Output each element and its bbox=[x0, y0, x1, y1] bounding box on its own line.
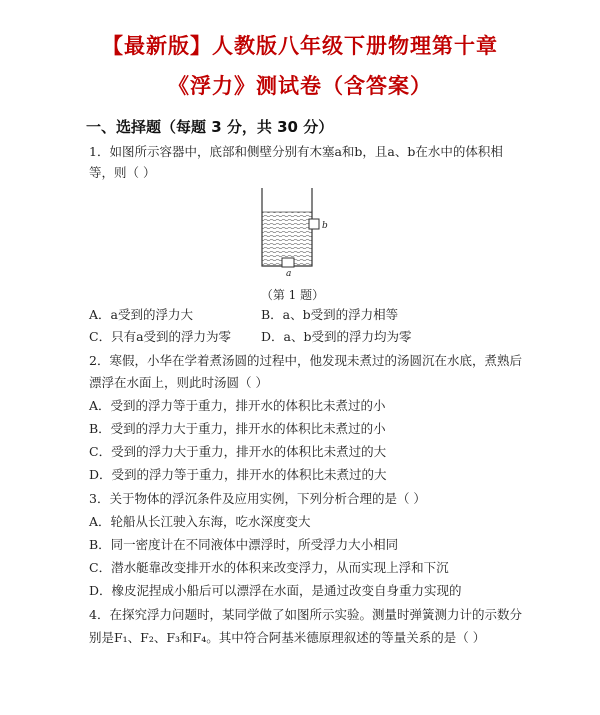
document-title-line1: 【最新版】人教版八年级下册物理第十章 bbox=[102, 34, 498, 58]
q1-option-d: D．a、b受到的浮力均为零 bbox=[261, 329, 412, 344]
q3-text-line1: 3．关于物体的浮沉条件及应用实例，下列分析合理的是（ ） bbox=[89, 491, 426, 506]
q1-option-c: C．只有a受到的浮力为零 bbox=[89, 329, 232, 344]
q1-option-a: A．a受到的浮力大 bbox=[89, 307, 193, 322]
q1-option-b: B．a、b受到的浮力相等 bbox=[261, 307, 399, 322]
q2-text-line2: 漂浮在水面上，则此时汤圆（ ） bbox=[89, 375, 268, 390]
q2-option-b: B．受到的浮力大于重力，排开水的体积比未煮过的小 bbox=[89, 421, 386, 436]
q2-option-c: C．受到的浮力大于重力，排开水的体积比未煮过的大 bbox=[89, 444, 387, 459]
section-heading: 一、选择题（每题 3 分，共 30 分） bbox=[86, 118, 334, 136]
container-figure bbox=[252, 186, 332, 282]
q1-text-line2: 等，则（ ） bbox=[89, 165, 156, 180]
q4-text-line2: 别是F₁、F₂、F₃和F₄。其中符合阿基米德原理叙述的等量关系的是（ ） bbox=[89, 630, 486, 645]
document-title-line2: 《浮力》测试卷（含答案） bbox=[168, 74, 432, 98]
q3-option-a: A．轮船从长江驶入东海，吃水深度变大 bbox=[89, 514, 311, 529]
q2-option-a: A．受到的浮力等于重力，排开水的体积比未煮过的小 bbox=[89, 398, 386, 413]
q3-option-b: B．同一密度计在不同液体中漂浮时，所受浮力大小相同 bbox=[89, 537, 399, 552]
q1-text-line1: 1．如图所示容器中，底部和侧壁分别有木塞a和b，且a、b在水中的体积相 bbox=[89, 144, 503, 159]
label-a: a bbox=[286, 269, 292, 279]
cork-b bbox=[309, 219, 319, 229]
q4-text-line1: 4．在探究浮力问题时，某同学做了如图所示实验。测量时弹簧测力计的示数分 bbox=[89, 607, 522, 622]
q2-text-line1: 2．寒假，小华在学着煮汤圆的过程中，他发现未煮过的汤圆沉在水底，煮熟后 bbox=[89, 353, 522, 368]
label-b: b bbox=[322, 221, 328, 231]
q2-option-d: D．受到的浮力等于重力，排开水的体积比未煮过的大 bbox=[89, 467, 387, 482]
q3-option-d: D．橡皮泥捏成小船后可以漂浮在水面，是通过改变自身重力实现的 bbox=[89, 583, 462, 598]
figure-caption: （第 1 题） bbox=[260, 288, 325, 302]
q3-option-c: C．潜水艇靠改变排开水的体积来改变浮力，从而实现上浮和下沉 bbox=[89, 560, 449, 575]
cork-a bbox=[282, 258, 294, 267]
